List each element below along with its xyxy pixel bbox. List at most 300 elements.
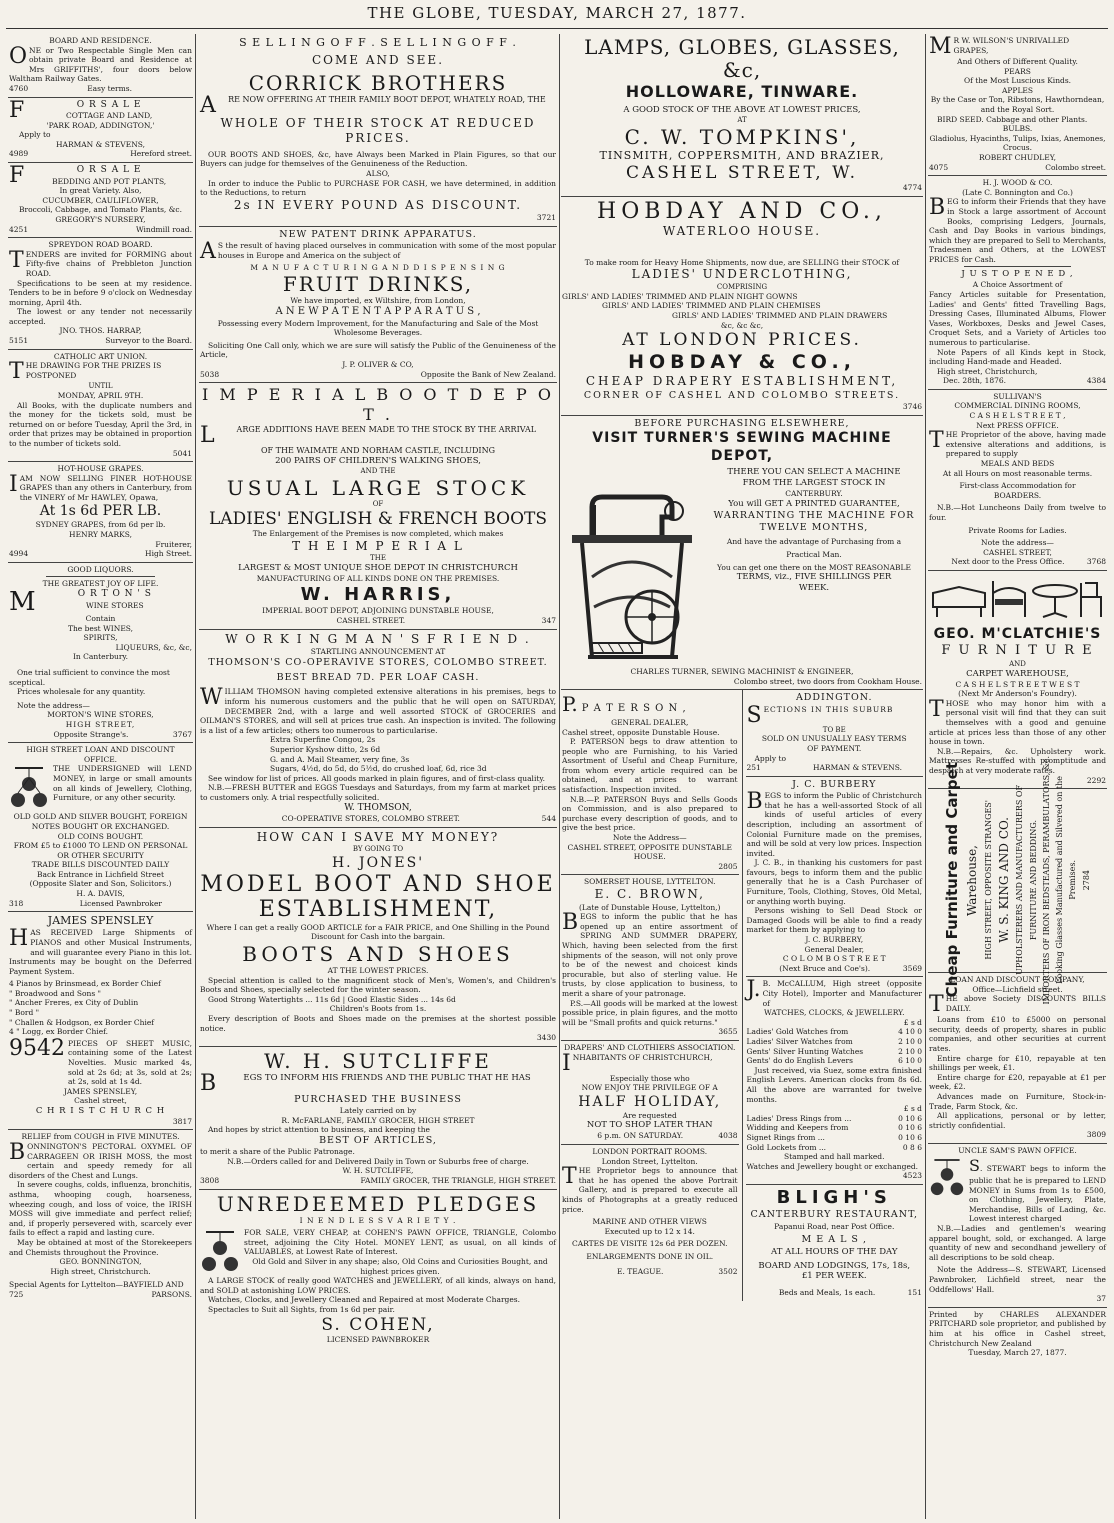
ad-body: HOSE who may honor him with a personal visit will find that they can suit themselves with a good and genuine article at prices less than those of any other house in town. bbox=[929, 698, 1106, 747]
ad-line: CANTERBURY RESTAURANT, bbox=[750, 1209, 919, 1221]
ad-line: 6 p.m. ON SATURDAY. bbox=[597, 1131, 684, 1141]
ad-address: Cashel street, bbox=[74, 1096, 127, 1106]
drop-cap: S bbox=[969, 1155, 980, 1175]
ad-line: Executed up to 12 x 14. bbox=[604, 1226, 695, 1236]
sewing-machine-icon bbox=[562, 467, 702, 667]
ad-line: THOMSON'S CO-OPERAVIVE STORES, COLOMBO STREET. bbox=[208, 656, 548, 668]
split-section bbox=[561, 690, 923, 1301]
ad-line: In great Variety. Also, bbox=[59, 186, 142, 196]
ad-heading: O R S A L E bbox=[76, 99, 142, 110]
ad-number: 3808 bbox=[200, 1175, 220, 1185]
ad-line: OF PAYMENT. bbox=[807, 744, 862, 753]
ad-line: You can get one there on the MOST REASONABLE bbox=[717, 562, 911, 572]
drop-cap: J. bbox=[746, 977, 761, 1003]
ad-line: OLD COINS BOUGHT. bbox=[57, 831, 144, 841]
ad-line: MARINE AND OTHER VIEWS bbox=[592, 1217, 707, 1227]
drop-cap: O bbox=[9, 43, 28, 69]
ad-body: HE above Society DISCOUNTS BILLS DAILY. bbox=[945, 994, 1106, 1013]
ad-line: BEDDING AND POT PLANTS, bbox=[52, 176, 167, 186]
ad-working-mans-friend bbox=[199, 630, 557, 828]
drop-cap: F bbox=[9, 163, 25, 189]
ad-address: Colombo street, two doors from Cookham House. bbox=[733, 676, 922, 686]
printer-imprint bbox=[928, 1308, 1107, 1360]
ad-paragraph: May be obtained at most of the Storekeepers and Chemists throughout the Province. bbox=[9, 1238, 192, 1257]
ad-signature: HARMAN & STEVENS. bbox=[812, 763, 902, 773]
list-item bbox=[747, 1133, 923, 1143]
ad-role: LICENSED PAWNBROKER bbox=[326, 1334, 430, 1344]
ad-name: P A T E R S O N , bbox=[581, 703, 687, 715]
item-price: 0 10 6 bbox=[898, 1132, 922, 1142]
divider bbox=[46, 576, 156, 577]
ad-line: APPLES bbox=[1001, 85, 1034, 95]
ad-line: Special Agents for Lyttelton—BAYFIELD AND bbox=[9, 1280, 184, 1290]
ad-number: 2805 bbox=[718, 861, 738, 871]
ad-for-sale-cottage bbox=[8, 98, 193, 163]
ad-line: FURNITURE AND BEDDING. bbox=[1028, 820, 1038, 941]
ad-line: TRADE BILLS DISCOUNTED DAILY bbox=[31, 860, 170, 870]
ad-line: (Late C. Bonnington and Co.) bbox=[962, 187, 1073, 197]
ad-name: VISIT TURNER'S SEWING MACHINE DEPOT, bbox=[592, 430, 892, 464]
price-list bbox=[200, 735, 556, 773]
ad-line: Note the address— bbox=[17, 700, 90, 710]
ad-city: C O L O M B O S T R E E T bbox=[782, 954, 886, 964]
ad-line: ESTABLISHMENT, bbox=[258, 897, 498, 923]
ad-number: 3817 bbox=[172, 1116, 192, 1126]
ad-line: (Next Mr Anderson's Foundry). bbox=[958, 689, 1077, 699]
ad-line: AND bbox=[1009, 659, 1026, 668]
ad-heading: H. J. WOOD & CO. bbox=[982, 178, 1053, 188]
item-name: Gents' do do English Levers bbox=[746, 1056, 853, 1066]
ad-signature: W. THOMSON, bbox=[344, 802, 412, 813]
ad-address: Cashel street, opposite Dunstable House. bbox=[562, 727, 720, 737]
ad-number: 3430 bbox=[536, 1033, 556, 1043]
ad-line: AT THE LOWEST PRICES. bbox=[327, 965, 429, 975]
ad-name: E. C. BROWN, bbox=[594, 887, 705, 901]
ad-address: London Street, Lyttelton. bbox=[601, 1156, 698, 1166]
ad-paragraph: Prices wholesale for any quantity. bbox=[17, 687, 146, 697]
ad-line: M A N U F A C T U R I N G A N D D I S P E N S I N G bbox=[250, 262, 506, 272]
ad-heading: J. C. BURBERY bbox=[792, 778, 877, 790]
ad-heading: SOMERSET HOUSE, LYTTELTON. bbox=[583, 877, 716, 887]
ad-line: Next PRESS OFFICE. bbox=[976, 420, 1059, 430]
ad-name: O R T O N ' S bbox=[77, 589, 152, 599]
drop-cap: S bbox=[746, 702, 762, 728]
ad-line: T H E I M P E R I A L bbox=[292, 538, 464, 553]
ad-role: FAMILY GROCER, THE TRIANGLE, HIGH STREET. bbox=[360, 1175, 556, 1185]
drop-cap: B bbox=[562, 910, 579, 936]
ad-number: 4384 bbox=[1086, 376, 1106, 386]
ad-line: LADIES' ENGLISH & FRENCH BOOTS bbox=[208, 508, 548, 529]
ad-role: Surveyor to the Board. bbox=[105, 336, 192, 346]
ad-line: First-class Accommodation for bbox=[959, 481, 1076, 491]
ad-uncle-sams-pawn bbox=[928, 1144, 1107, 1308]
ad-line: To make room for Heavy Home Shipments, now due, are SELLING their STOCK of bbox=[584, 257, 900, 267]
column-1 bbox=[8, 34, 193, 1519]
ad-heading: UNCLE SAM'S PAWN OFFICE. bbox=[958, 1146, 1077, 1156]
ad-line: ARGE ADDITIONS HAVE BEEN MADE TO THE STOCK BY THE ARRIVAL bbox=[236, 425, 537, 435]
ad-line: AT LONDON PRICES. bbox=[622, 330, 862, 351]
ad-hobday-and-co bbox=[561, 197, 923, 416]
ad-line: NOT TO SHOP LATER THAN bbox=[586, 1120, 713, 1131]
ad-line: 200 PAIRS OF CHILDREN'S WALKING SHOES, bbox=[275, 456, 481, 467]
ad-paragraph: J. C. B., in thanking his customers for past favours, begs to inform them and the public generally that he is a Cash Purchaser of Furniture, Tools, Clothing, Stoves, Old Metal, or anything worth buying. bbox=[746, 858, 922, 906]
ad-number: 4774 bbox=[902, 183, 922, 193]
ad-line: Contain bbox=[85, 614, 116, 623]
ad-line: GIRLS' AND LADIES' TRIMMED AND PLAIN NIGHT GOWNS bbox=[562, 291, 798, 301]
item-price: 6 10 0 bbox=[898, 1056, 922, 1066]
item-price: 4 10 0 bbox=[898, 1027, 922, 1037]
ad-line: CASHEL STREET, OPPOSITE DUNSTABLE HOUSE. bbox=[567, 842, 732, 862]
ad-body: AS RECEIVED Large Shipments of PIANOS and other Musical Instruments, and will guarantee every Piano in this lot. Instruments may be bought on the Deferred Payment System. bbox=[9, 928, 192, 976]
ad-body: ILLIAM THOMSON having completed extensive alterations in his premises, begs to inform his numerous customers and the public that he will open on SATURDAY, DECEMBER 2nd, with a large and well assorted STOCK of GROCERIES and OILMAN'S STORES, and will sell at prices true cash. An inspection is invited. The following is a list of a few articles; others too numerous to particularise. bbox=[200, 687, 556, 735]
ad-line: MONDAY, APRIL 9TH. bbox=[57, 391, 144, 400]
ad-name: S. COHEN, bbox=[321, 1314, 435, 1335]
ad-address: CO-OPERATIVE STORES, COLOMBO STREET. bbox=[281, 814, 460, 824]
ad-subheading: J U S T O P E N E D , bbox=[961, 269, 1074, 280]
column-2 bbox=[199, 34, 557, 1519]
ad-line: Apply to bbox=[19, 130, 51, 140]
drop-cap: I bbox=[9, 471, 18, 497]
ad-body: AM NOW SELLING FINER HOT-HOUSE GRAPES than any others in Canterbury, from the VINERY of Mr HAWLEY, Opawa, bbox=[19, 473, 192, 502]
ad-line: USUAL LARGE STOCK bbox=[226, 476, 530, 501]
ad-number: 3502 bbox=[718, 1267, 738, 1277]
ad-paragraph: Spectacles to Suit all Sights, from 1s 6d per pair. bbox=[208, 1304, 395, 1314]
ad-line: BEST BREAD 7D. PER LOAF CASH. bbox=[276, 672, 480, 684]
ad-line: Especially those who bbox=[609, 1073, 690, 1083]
ad-for-sale-plants bbox=[8, 163, 193, 238]
ad-line: MORTON'S WINE STORES, bbox=[47, 710, 154, 720]
pawnbroker-balls-icon bbox=[929, 1156, 965, 1200]
item-name: Ladies' Gold Watches from bbox=[746, 1027, 849, 1037]
ad-line: NOW ENJOY THE PRIVILEGE OF A bbox=[581, 1083, 718, 1093]
ad-heading: LOAN AND DISCOUNT COMPANY, bbox=[950, 975, 1085, 985]
ad-line: A Choice Assortment of bbox=[972, 280, 1063, 290]
ad-tompkins-lamps bbox=[561, 34, 923, 197]
drop-cap: L bbox=[200, 423, 215, 449]
ad-line: Good Strong Watertights ... 11s 6d | Good Elastic Sides ... 14s 6d bbox=[208, 994, 456, 1004]
ad-number: 37 bbox=[1096, 1294, 1106, 1304]
ad-high-street-loan bbox=[8, 743, 193, 912]
ad-line: Lately carried on by bbox=[339, 1106, 417, 1116]
ad-paragraph: In severe coughs, colds, influenza, bronchitis, asthma, whooping cough, hoarseness, wheezing cough, and loss of voice, the IRISH MOSS will give immediate and perfect relief; and, if properly persevered with, scarcely ever fails to effect a rapid and lasting cure. bbox=[9, 1180, 192, 1238]
column-rule bbox=[195, 34, 196, 1519]
currency-header: £ s d bbox=[903, 1104, 922, 1114]
ad-signature: H. A. DAVIS, bbox=[76, 889, 125, 899]
imprint-text: Printed by CHARLES ALEXANDER PRITCHARD sole proprietor, and published by him at his office in Cashel street, Christchurch New Zealand bbox=[929, 1309, 1106, 1348]
ad-paragraph: A LARGE STOCK of really good WATCHES and JEWELLERY, of all kinds, always on hand, and SOLD at astonishing LOW PRICES. bbox=[200, 1276, 556, 1295]
ad-number: 2784 bbox=[1081, 869, 1091, 891]
ad-line: THE bbox=[370, 554, 386, 563]
ad-address: High Street. bbox=[145, 549, 192, 559]
ad-address: Opposite the Bank of New Zealand. bbox=[420, 369, 556, 379]
ad-address: High street, Christchurch. bbox=[50, 1266, 151, 1276]
ad-line: WEEK. bbox=[798, 583, 830, 594]
ad-blighs-restaurant bbox=[746, 1185, 924, 1301]
masthead-rule bbox=[6, 28, 1108, 29]
item-price: 0 10 6 bbox=[898, 1113, 922, 1123]
ad-body: HE Proprietor begs to announce that that he has opened the above Portrait Gallery, and is prepared to execute all kinds of Photographs at a greatly reduced price. bbox=[562, 1166, 738, 1214]
ad-jc-burbery bbox=[746, 777, 924, 978]
ad-role: Fruiterer, bbox=[155, 539, 192, 549]
drop-cap: W bbox=[200, 685, 223, 711]
ad-subheading: HOLLOWARE, TINWARE. bbox=[625, 82, 859, 101]
item-price: 2 10 0 bbox=[898, 1046, 922, 1056]
ad-paragraph: Note Papers of all Kinds kept in Stock, including Hand-made and Headed. bbox=[929, 347, 1106, 367]
drop-cap: P. bbox=[562, 692, 578, 717]
ad-line: Private Rooms for Ladies. bbox=[968, 525, 1067, 535]
ad-line: HALF HOLIDAY, bbox=[578, 1093, 722, 1110]
list-item: Extra Superfine Congou, 2s bbox=[270, 735, 376, 745]
ad-heading: W O R K I N G M A N ' S F R I E N D . bbox=[225, 631, 531, 646]
list-item bbox=[747, 1114, 923, 1124]
ad-address: Hereford street. bbox=[130, 149, 192, 159]
ad-line: BOARDERS. bbox=[993, 490, 1042, 500]
ad-line: F U R N I T U R E bbox=[941, 643, 1094, 659]
ad-number: 4994 bbox=[9, 549, 29, 559]
ad-board-residence bbox=[8, 34, 193, 98]
ad-number: 4251 bbox=[9, 224, 29, 234]
ad-role: GENERAL DEALER, bbox=[611, 717, 689, 727]
ad-paragraph: Note the Address—S. STEWART, Licensed Pawnbroker, Lichfield street, near the Oddfellows' Hall. bbox=[929, 1265, 1106, 1294]
item-price: 0 10 6 bbox=[898, 1123, 922, 1133]
ad-line: HIGH STREET, bbox=[65, 719, 136, 729]
ad-heading: SULLIVAN'S bbox=[993, 391, 1042, 401]
ad-body: EG to inform their Friends that they have in Stock a large assortment of Account Books, comprising Ledgers, Journals, Cash and Day Books in various bindings, which they are prepared to Sell to Merchants, Tradesmen and Others, at the LOWEST PRICES for Cash. bbox=[929, 197, 1106, 264]
ad-line: BEST OF ARTICLES, bbox=[319, 1134, 437, 1146]
ad-line: CARPET WAREHOUSE, bbox=[966, 668, 1069, 679]
ad-paragraph: P.S.—All goods will be marked at the lowest possible price, in plain figures, and the motto will be "Small profits and quick returns." bbox=[562, 998, 738, 1027]
ad-line: ENLARGEMENTS DONE IN OIL. bbox=[586, 1251, 714, 1261]
ad-addington-sections bbox=[746, 690, 924, 776]
ad-corrick-brothers bbox=[199, 34, 557, 227]
ad-signature: JAMES SPENSLEY, bbox=[63, 1086, 138, 1096]
ad-signature: CHARLES TURNER, SEWING MACHINIST & ENGINEER, bbox=[630, 667, 854, 677]
ad-line: Of the Most Luscious Kinds. bbox=[963, 76, 1072, 86]
ad-body: B. McCALLUM, High street (opposite City Hotel), Importer and Manufacturer of bbox=[762, 979, 922, 1008]
price-list bbox=[747, 1027, 923, 1065]
ad-address: CASHEL STREET, W. bbox=[625, 162, 858, 183]
ad-heading: JAMES SPENSLEY bbox=[47, 914, 154, 928]
list-item: " Challen & Hodgson, ex Border Chief bbox=[9, 1017, 155, 1027]
ad-hothouse-grapes bbox=[8, 462, 193, 563]
ad-signature: E. TEAGUE. bbox=[617, 1267, 664, 1277]
ad-line: GREGORY'S NURSERY, bbox=[55, 214, 146, 224]
ad-body: ONNINGTON'S PECTORAL OXYMEL OF CARRAGEEN OR IRISH MOSS, the most certain and speedy remedy for all disorders of the Chest and Lungs. bbox=[9, 1142, 192, 1180]
ad-line: IMPERIAL BOOT DEPOT, ADJOINING DUNSTABLE HOUSE, bbox=[262, 606, 494, 616]
ad-number: 3767 bbox=[172, 729, 192, 739]
item-name: Signet Rings from ... bbox=[746, 1132, 825, 1142]
ad-name: W. S. KING AND CO. bbox=[997, 817, 1011, 943]
ad-name: HOBDAY & CO., bbox=[628, 350, 856, 373]
list-item: Superior Kyshow ditto, 2s 6d bbox=[270, 744, 381, 754]
ad-paragraph: Specifications to be seen at my residence. Tenders to be in before 9 o'clock on Wednesday morning, April 4th. bbox=[9, 278, 192, 307]
ad-line: CASHEL STREET, bbox=[983, 547, 1052, 557]
ad-name: GEO. M'CLATCHIE'S bbox=[933, 625, 1102, 642]
price-list bbox=[747, 1114, 923, 1152]
ad-line: Looking Glasses Manufactured and Silvered on the bbox=[1055, 776, 1065, 985]
ad-line: HARMAN & STEVENS, bbox=[55, 139, 146, 149]
ad-line: OF THE WAIMATE AND NORHAM CASTLE, INCLUDING bbox=[261, 446, 495, 456]
ad-paragraph: Special attention is called to the magnificent stock of Men's, Women's, and Children's Boots and Shoes, specially selected for the winter season. bbox=[200, 975, 556, 995]
ad-line: (Next Bruce and Coe's). bbox=[779, 963, 871, 973]
ad-subheading: COME AND SEE. bbox=[311, 53, 445, 68]
ad-line: Are requested bbox=[622, 1110, 677, 1120]
ad-line: Beds and Meals, 1s each. bbox=[778, 1288, 876, 1298]
ad-heading: LONDON PORTRAIT ROOMS. bbox=[592, 1146, 708, 1156]
ad-address: CORNER OF CASHEL AND COLOMBO STREETS. bbox=[583, 389, 901, 401]
list-item: 4 " Logg, ex Border Chief. bbox=[9, 1027, 109, 1037]
ad-number: 3809 bbox=[1086, 1130, 1106, 1140]
list-item bbox=[747, 1027, 923, 1037]
ad-line: LIQUEURS, &c, &c, bbox=[115, 642, 192, 652]
ad-sutcliffe bbox=[199, 1047, 557, 1190]
ad-number: 251 bbox=[746, 763, 761, 773]
ad-line: PEARS bbox=[1004, 66, 1031, 76]
ad-wilson-grapes bbox=[928, 34, 1107, 176]
ad-body: FOR SALE, VERY CHEAP, at COHEN'S PAWN OFFICE, TRIANGLE, Colombo street, adjoining the City Hotel. MONEY LENT, as usual, on all kinds of VALUABLES, at Lowest Rate of Interest. bbox=[244, 1228, 556, 1257]
ad-line: SOLD ON UNUSUALLY EASY TERMS bbox=[761, 734, 907, 744]
ad-name: W. H. SUTCLIFFE bbox=[264, 1048, 492, 1073]
item-name: Ladies' Silver Watches from bbox=[746, 1036, 853, 1046]
ad-catholic-art-union bbox=[8, 350, 193, 463]
ad-name: H. JONES' bbox=[331, 854, 425, 871]
ad-number: 3746 bbox=[902, 402, 922, 412]
ad-paragraph: Every description of Boots and Shoes made on the premises at the shortest possible notice. bbox=[200, 1013, 556, 1033]
ad-line: By the Case or Ton, Ribstons, Hawthorndean, and the Royal Sort. bbox=[930, 95, 1105, 114]
list-item bbox=[747, 1143, 923, 1153]
ad-line: WINE STORES bbox=[85, 600, 144, 610]
ad-line: SYDNEY GRAPES, from 6d per lb. bbox=[35, 520, 166, 530]
ad-line: GIRLS' AND LADIES' TRIMMED AND PLAIN CHEMISES bbox=[602, 301, 821, 311]
item-name: Gold Lockets from ... bbox=[746, 1142, 827, 1152]
drop-cap: B bbox=[9, 1140, 26, 1166]
ad-line: CARTES DE VISITE 12s 6d PER DOZEN. bbox=[572, 1239, 728, 1249]
ad-line: PARSONS. bbox=[151, 1289, 192, 1299]
ad-number: 3655 bbox=[718, 1027, 738, 1037]
ad-line: STARTLING ANNOUNCEMENT AT bbox=[310, 647, 446, 657]
subcolumn-left bbox=[561, 690, 743, 1301]
drop-cap: T bbox=[929, 696, 944, 722]
ad-line: SPIRITS, bbox=[83, 633, 118, 643]
ad-signature: W. H. SUTCLIFFE, bbox=[342, 1166, 414, 1176]
list-item: " Ancher Freres, ex City of Dublin bbox=[9, 998, 139, 1008]
ad-line: TO BE bbox=[822, 725, 846, 734]
item-name: Ladies' Dress Rings from ... bbox=[746, 1113, 852, 1123]
ad-line: We have imported, ex Wiltshire, from London, bbox=[290, 296, 466, 306]
ad-role: General Dealer, bbox=[804, 944, 864, 954]
ad-price: At 1s 6d PER LB. bbox=[39, 502, 162, 519]
ad-drapers-association bbox=[561, 1041, 739, 1145]
ad-line: COMMERCIAL DINING ROOMS, bbox=[954, 401, 1081, 411]
column-rule bbox=[925, 34, 926, 1519]
ad-line: BY GOING TO bbox=[352, 845, 404, 854]
drop-cap: F bbox=[9, 97, 25, 123]
ad-line: CUCUMBER, CAULIFLOWER, bbox=[42, 195, 159, 205]
ad-heading: CATHOLIC ART UNION. bbox=[53, 351, 148, 361]
ad-heading: SPREYDON ROAD BOARD. bbox=[48, 240, 153, 250]
ad-line: (Late of Dunstable House, Lyttelton,) bbox=[579, 902, 721, 912]
ad-line: Back Entrance in Lichfield Street bbox=[36, 869, 165, 879]
ad-line: £1 PER WEEK. bbox=[801, 1271, 867, 1282]
ad-line: HIGH STREET, OPPOSITE STRANGES' bbox=[983, 800, 993, 960]
ad-line: Watches and Jewellery bought or exchanged. bbox=[746, 1161, 919, 1171]
drop-cap: M bbox=[9, 587, 36, 617]
currency-header: £ s d bbox=[903, 1017, 922, 1027]
ad-line: LADIES' UNDERCLOTHING, bbox=[631, 267, 853, 282]
ad-line: Apply to bbox=[754, 753, 787, 763]
ad-body: NE or Two Respectable Single Men can obtain private Board and Residence at Mrs GRIFFITHS', four doors below Waltham Railway Gates. bbox=[9, 45, 192, 84]
ad-paragraph: N.B.—P. PATERSON Buys and Sells Goods on Commission, and is also prepared to purchase every description of goods, and to give the best price. bbox=[562, 794, 738, 833]
ad-address: Papanui Road, near Post Office. bbox=[774, 1221, 895, 1231]
item-name: Widding and Keepers from bbox=[746, 1123, 849, 1133]
ad-body: EGS to inform the public that he has opened up an entire assortment of SPRING AND SUMMER DRAPERY, Which, having been selected from the first shipments of the season, will not only prove to be of the newest and choicest kinds procurable, but also of sterling value. He trusts, by close application to business, to merit a share of your patronage. bbox=[562, 912, 738, 998]
ad-number: 318 bbox=[9, 898, 24, 908]
ad-heading: HOW CAN I SAVE MY MONEY? bbox=[256, 829, 500, 844]
ad-paragraph: Soliciting One Call only, which we are sure will satisfy the Public of the Genuineness of the Article, bbox=[200, 340, 556, 360]
ad-sullivans-dining-rooms bbox=[928, 390, 1107, 571]
ad-body: . STEWART begs to inform the public that he is prepared to LEND MONEY in Sums from 1s to £500, on Clothing, Jewellery, Plate, Merchandise, Bills of Lading, &c. Lowest interest charged bbox=[969, 1163, 1106, 1224]
ad-signature: J. C. BURBERY, bbox=[805, 935, 864, 945]
ad-line: Practical Man. bbox=[786, 549, 842, 559]
ad-mortons-wine-stores bbox=[8, 563, 193, 743]
ad-paragraph: Old Gold and Silver in any shape; also, Old Coins and Curiosities Bought, and highest prices given. bbox=[252, 1256, 548, 1276]
ad-mccallum-jeweller bbox=[746, 977, 924, 1184]
ad-city: C H R I S T C H U R C H bbox=[35, 1106, 166, 1117]
ad-heading: HIGH STREET LOAN AND DISCOUNT OFFICE. bbox=[26, 745, 175, 764]
ad-heading: BEFORE PURCHASING ELSEWHERE, bbox=[634, 417, 850, 429]
ad-paragraph: Fancy Articles suitable for Presentation, Ladies' and Gents' fitted Travelling Bags, Dressing Cases, Illuminated Albums, Flower Vases, Workboxes, Desks and Jewel Cases, Croquet Sets, and a Variety of Articles too numerous to particularise. bbox=[929, 289, 1106, 347]
pawnbroker-balls-icon bbox=[200, 1228, 240, 1276]
ad-body: RE NOW OFFERING AT THEIR FAMILY BOOT DEPOT, WHATELY ROAD, THE bbox=[228, 94, 546, 104]
ad-line: 'PARK ROAD, ADDINGTON,' bbox=[46, 120, 155, 130]
ad-number: 3569 bbox=[902, 963, 922, 973]
ad-date: Dec. 28th, 1876. bbox=[943, 376, 1007, 386]
ad-line: Children's Boots from 1s. bbox=[329, 1004, 427, 1014]
column-3 bbox=[561, 34, 923, 1519]
ad-address: Windmill road. bbox=[135, 224, 192, 234]
list-item: Sugars, 4½d, do 5d, do 5½d, do crushed loaf, 6d, rice 3d bbox=[270, 764, 487, 774]
ad-number: 2292 bbox=[1086, 775, 1106, 785]
ad-spreydon-road-board bbox=[8, 238, 193, 350]
ad-line: TINSMITH, COPPERSMITH, AND BRAZIER, bbox=[599, 148, 885, 162]
ad-line: Where I can get a really GOOD ARTICLE for a FAIR PRICE, and One Shilling in the Pound Discount for Cash into the bargain. bbox=[206, 922, 550, 942]
list-item bbox=[747, 1056, 923, 1066]
ad-number: 3768 bbox=[1086, 557, 1106, 567]
ad-loan-discount-company bbox=[928, 973, 1107, 1144]
ad-body: S the result of having placed ourselves in communication with some of the most popular houses in Europe and America on the subject of bbox=[217, 241, 556, 260]
ad-paragraph: In order to induce the Public to PURCHASE FOR CASH, we have determined, in addition to the Reductions, to return bbox=[200, 178, 556, 198]
ad-line: ALSO, bbox=[366, 169, 390, 179]
column-4 bbox=[928, 34, 1107, 1519]
ad-mclatchie-furniture bbox=[928, 571, 1107, 789]
ad-subheading: I N E N D L E S S V A R I E T Y . bbox=[299, 1215, 457, 1225]
ad-number: 3721 bbox=[536, 213, 556, 223]
ad-line: UPHOLSTERERS AND MANUFACTURERS OF bbox=[1015, 785, 1025, 976]
drop-cap: I bbox=[562, 1050, 571, 1076]
list-item: " Broadwood and Sons " bbox=[9, 988, 102, 998]
list-item: " Bord " bbox=[9, 1008, 40, 1018]
ad-line: AT ALL HOURS OF THE DAY bbox=[771, 1246, 898, 1257]
ad-hj-wood bbox=[928, 176, 1107, 390]
ad-line: THERE YOU CAN SELECT A MACHINE bbox=[727, 467, 901, 478]
ad-line: WATERLOO HOUSE. bbox=[662, 224, 822, 239]
drop-cap: B bbox=[746, 789, 763, 815]
ad-line: And hopes by strict attention to business, and keeping the bbox=[208, 1125, 430, 1135]
ad-paragraph: See window for list of prices. All goods marked in plain figures, and of first-class quality. bbox=[208, 773, 545, 783]
ad-line: to merit a share of the Public Patronage. bbox=[200, 1147, 355, 1157]
ad-line: Next door to the Press Office. bbox=[951, 557, 1065, 567]
ad-line: MANUFACTURING OF ALL KINDS DONE ON THE PREMISES. bbox=[256, 574, 500, 584]
